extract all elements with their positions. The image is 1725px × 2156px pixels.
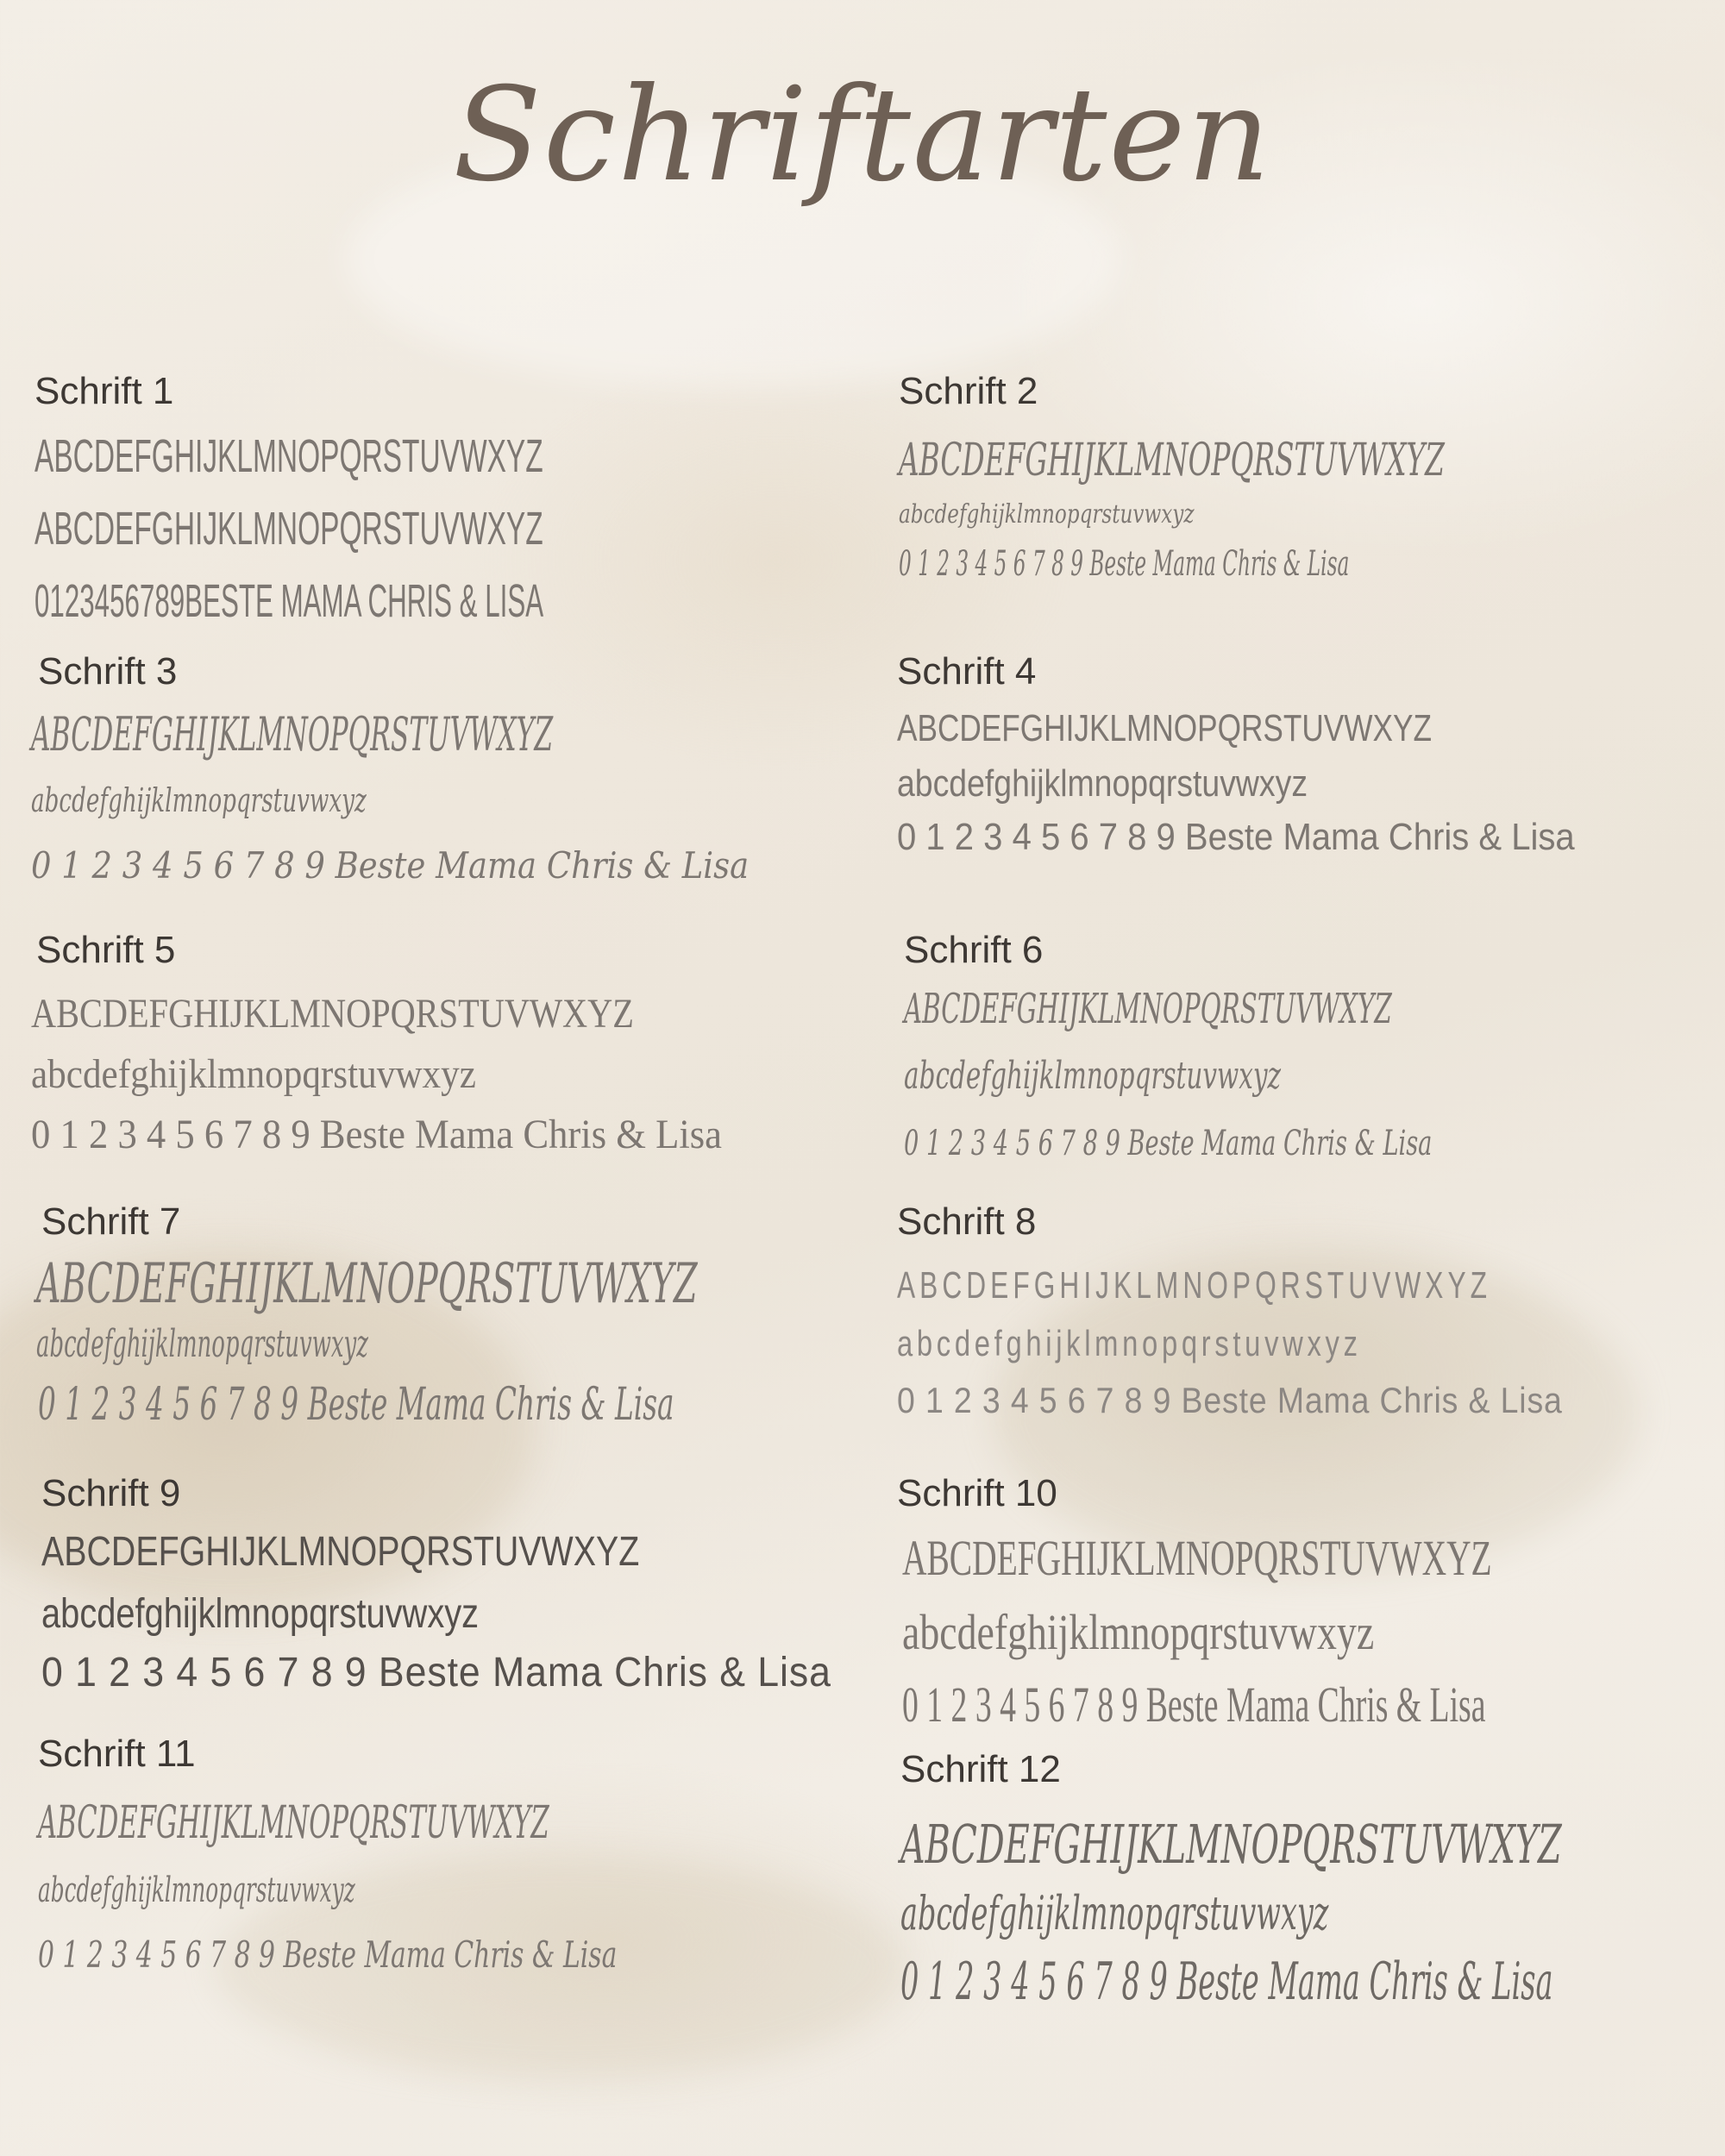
font-sample-9 <box>41 1472 891 1695</box>
font-name: Schrift 12 <box>900 1748 1061 1790</box>
sample-uppercase: ABCDEFGHIJKLMNOPQRSTUVWXYZ <box>897 1264 1492 1307</box>
font-name: Schrift 5 <box>36 929 176 971</box>
font-sample-4 <box>897 650 1641 858</box>
sample-uppercase: ABCDEFGHIJKLMNOPQRSTUVWXYZ <box>38 1797 549 1849</box>
font-sample-2 <box>899 370 1725 584</box>
sample-numbers-phrase: 0 1 2 3 4 5 6 7 8 9 Beste Mama Chris & Lisa <box>899 544 1350 584</box>
sample-lowercase: abcdefghijklmnopqrstuvwxyz <box>902 1604 1375 1660</box>
sample-uppercase: ABCDEFGHIJKLMNOPQRSTUVWXYZ <box>36 1252 698 1316</box>
sample-numbers-phrase: 0 1 2 3 4 5 6 7 8 9 Beste Mama Chris & Lisa <box>897 1380 1563 1420</box>
sample-lowercase: abcdefghijklmnopqrstuvwxyz <box>38 1871 355 1910</box>
font-name: Schrift 4 <box>897 650 1037 693</box>
sample-numbers-phrase: 0 1 2 3 4 5 6 7 8 9 Beste Mama Chris & Lisa <box>31 1112 722 1157</box>
sample-numbers-phrase: 0 1 2 3 4 5 6 7 8 9 Beste Mama Chris & Lisa <box>902 1677 1486 1733</box>
font-sample-3 <box>31 650 931 887</box>
font-name: Schrift 2 <box>899 370 1038 412</box>
sample-lowercase: abcdefghijklmnopqrstuvwxyz <box>41 1591 480 1637</box>
sample-uppercase: ABCDEFGHIJKLMNOPQRSTUVWXYZ <box>897 707 1432 749</box>
sample-lowercase: abcdefghijklmnopqrstuvwxyz <box>36 1322 368 1366</box>
font-name: Schrift 10 <box>897 1472 1057 1514</box>
sample-numbers-phrase: 0 1 2 3 4 5 6 7 8 9 Beste Mama Chris & Lisa <box>900 1952 1553 2012</box>
sample-uppercase: ABCDEFGHIJKLMNOPQRSTUVWXYZ <box>34 503 543 555</box>
sample-lowercase: abcdefghijklmnopqrstuvwxyz <box>31 1051 476 1097</box>
sample-lowercase: abcdefghijklmnopqrstuvwxyz <box>897 762 1308 805</box>
sample-uppercase: ABCDEFGHIJKLMNOPQRSTUVWXYZ <box>41 1529 640 1575</box>
sample-lowercase: abcdefghijklmnopqrstuvwxyz <box>897 1323 1362 1363</box>
font-name: Schrift 9 <box>41 1472 181 1514</box>
font-sample-11 <box>38 1733 905 1976</box>
font-name: Schrift 11 <box>38 1733 196 1775</box>
sample-numbers-phrase: 0 1 2 3 4 5 6 7 8 9 Beste Mama Chris & Lisa <box>38 1934 618 1976</box>
sample-numbers-phrase: 0123456789BESTE MAMA CHRIS & LISA <box>34 575 544 627</box>
font-sample-10 <box>897 1472 1725 1733</box>
page-title: Schriftarten <box>453 60 1272 210</box>
sample-numbers-phrase: 0 1 2 3 4 5 6 7 8 9 Beste Mama Chris & Lisa <box>31 844 750 887</box>
font-name: Schrift 3 <box>38 650 178 693</box>
sample-numbers-phrase: 0 1 2 3 4 5 6 7 8 9 Beste Mama Chris & Lisa <box>897 816 1575 858</box>
sample-lowercase: abcdefghijklmnopqrstuvwxyz <box>900 1886 1329 1940</box>
sample-uppercase: ABCDEFGHIJKLMNOPQRSTUVWXYZ <box>34 430 543 482</box>
font-sample-6 <box>904 931 1703 1161</box>
sample-uppercase: ABCDEFGHIJKLMNOPQRSTUVWXYZ <box>902 1530 1492 1586</box>
font-name: Schrift 8 <box>897 1200 1037 1243</box>
sample-numbers-phrase: 0 1 2 3 4 5 6 7 8 9 Beste Mama Chris & Lisa <box>38 1379 674 1431</box>
font-name: Schrift 1 <box>34 370 174 412</box>
font-sample-8 <box>897 1200 1722 1420</box>
sample-uppercase: ABCDEFGHIJKLMNOPQRSTUVWXYZ <box>900 1813 1562 1876</box>
font-name: Schrift 7 <box>41 1200 181 1243</box>
font-sample-12 <box>900 1748 1725 2012</box>
sample-uppercase: ABCDEFGHIJKLMNOPQRSTUVWXYZ <box>899 435 1445 486</box>
sample-lowercase: abcdefghijklmnopqrstuvwxyz <box>904 1054 1282 1098</box>
sample-lowercase: abcdefghijklmnopqrstuvwxyz <box>31 781 367 819</box>
sample-uppercase: ABCDEFGHIJKLMNOPQRSTUVWXYZ <box>904 985 1392 1033</box>
sample-uppercase: ABCDEFGHIJKLMNOPQRSTUVWXYZ <box>31 707 554 761</box>
sample-numbers-phrase: 0 1 2 3 4 5 6 7 8 9 Beste Mama Chris & Lisa <box>41 1650 831 1695</box>
sample-lowercase: abcdefghijklmnopqrstuvwxyz <box>899 499 1195 530</box>
sample-uppercase: ABCDEFGHIJKLMNOPQRSTUVWXYZ <box>31 991 634 1037</box>
font-name: Schrift 6 <box>904 929 1044 971</box>
font-sample-1 <box>34 370 913 627</box>
font-sample-5 <box>31 929 774 1157</box>
sample-numbers-phrase: 0 1 2 3 4 5 6 7 8 9 Beste Mama Chris & Lisa <box>904 1124 1433 1163</box>
